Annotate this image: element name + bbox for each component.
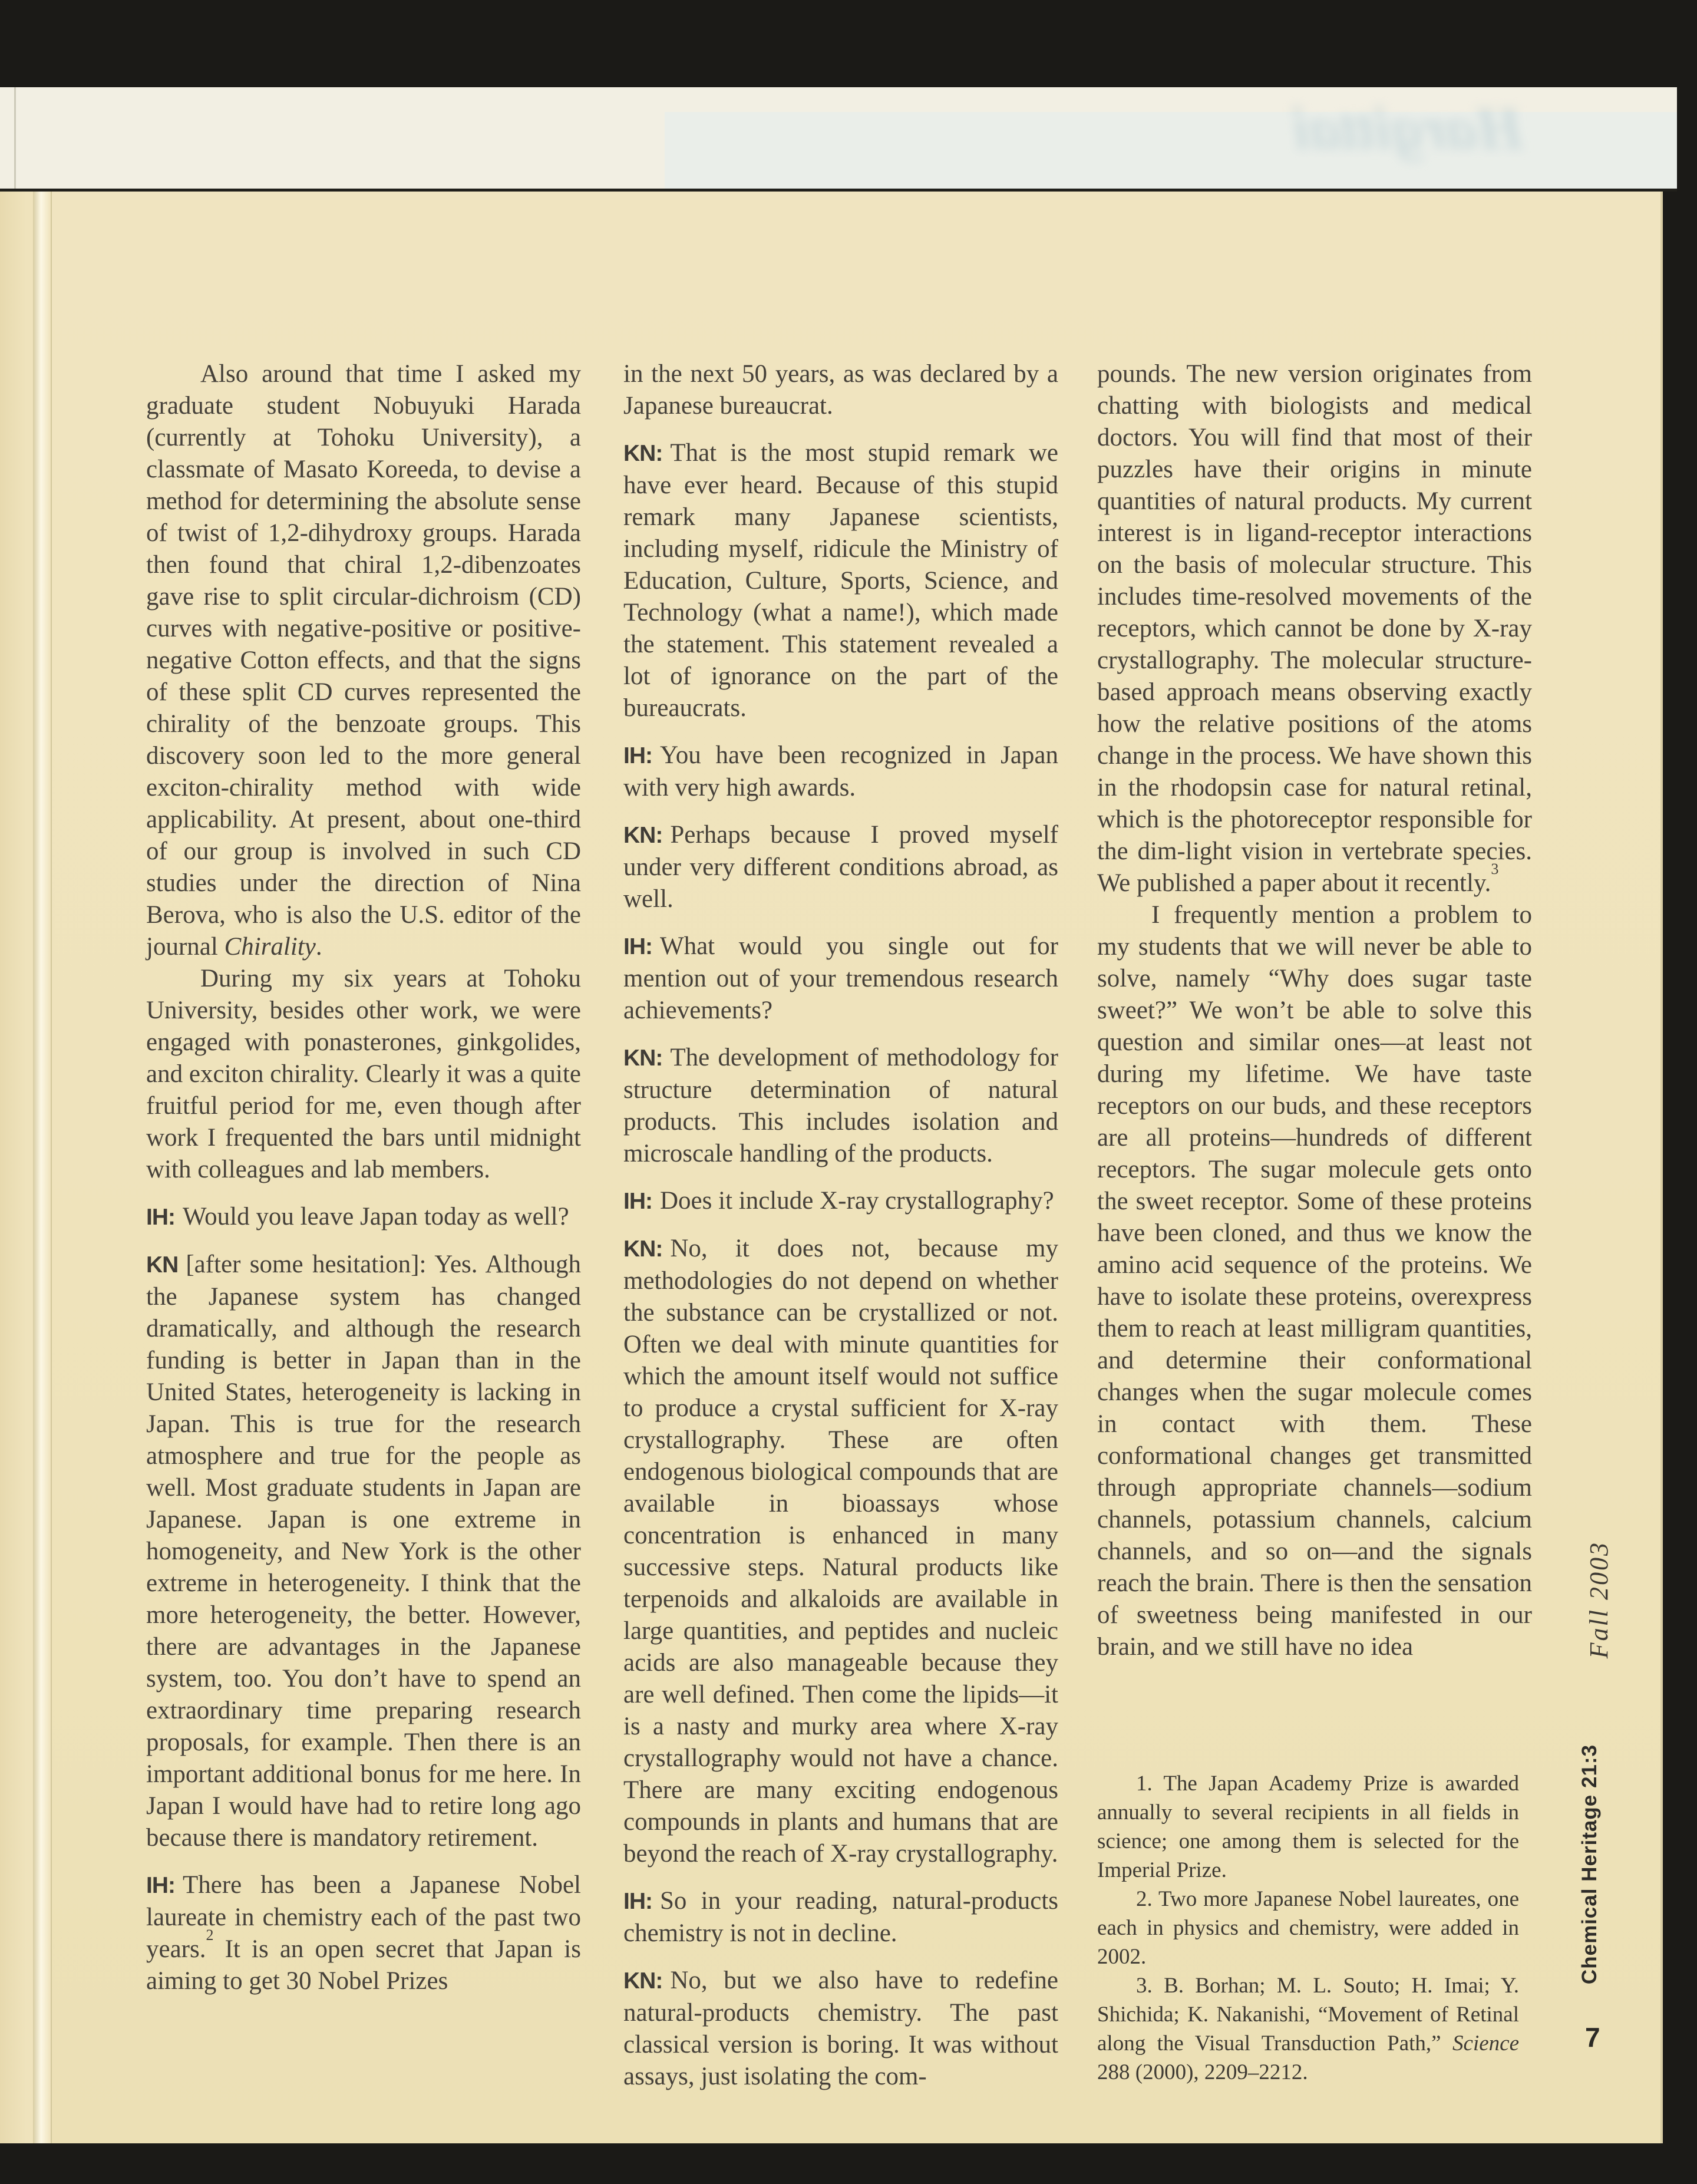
speaker-label: IH: — [146, 1205, 175, 1230]
qa-block — [146, 1869, 581, 1997]
body-text: No, but we also have to redefine natural-products chemistry. The past classical version is boring. It was without assays, just isolating the com- — [623, 1967, 1058, 2090]
speaker-label: KN: — [623, 441, 663, 466]
body-text: There has been a Japanese Nobel laureate in chemistry each of the past two years. — [146, 1871, 581, 1963]
speaker-label: IH: — [623, 1189, 652, 1214]
paragraph — [146, 963, 581, 1186]
speaker-label: IH: — [146, 1873, 175, 1898]
qa-block — [623, 1233, 1058, 1870]
body-text: It is an open secret that Japan is aiming to get 30 Nobel Prizes — [146, 1935, 581, 1995]
paragraph — [1097, 899, 1532, 1663]
speaker-label: KN: — [623, 1236, 663, 1262]
journal-title-vertical: Chemical Heritage 21:3 — [1578, 1744, 1601, 1985]
binding-crease-line — [14, 87, 16, 189]
body-text: I frequently mention a problem to my students that we will never be able to solve, namely “Why does sugar taste sweet?” We won’t be able to solve this question and similar ones—at least not during my lifetime. We have taste receptors on our buds, and these receptors are all proteins—hundreds of different receptors. The sugar molecule gets onto the sweet receptor. Some of these proteins have been cloned, and thus we know the amino acid sequence of the proteins. We have to isolate these proteins, overexpress them to reach at least milligram quantities, and determine their conformational changes when the sugar molecule comes in contact with them. These conformational changes get transmitted through appropriate channels—sodium channels, potassium channels, calcium channels, and so on—and the signals reach the brain. There is then the sensation of sweetness being manifested in our brain, and we still have no idea — [1097, 901, 1532, 1661]
left-page-sliver — [0, 192, 33, 2143]
top-page-band — [0, 87, 1677, 192]
paragraph — [1097, 1971, 1519, 2087]
paragraph — [623, 358, 1058, 422]
body-text: That is the most stupid remark we have ever heard. Because of this stupid remark many Japanese scientists, including myself, ridicule the Ministry of Education, Culture, Sports, Science, and Technology (what a name!), which made the statement. This statement revealed a lot of ignorance on the part of the bureaucrats. — [623, 439, 1058, 722]
footnote-reference: 2 — [206, 1926, 214, 1944]
qa-block — [623, 1185, 1058, 1218]
gutter-seam-line — [51, 192, 52, 2143]
qa-block — [623, 1042, 1058, 1170]
qa-block — [623, 819, 1058, 915]
footnote-reference: 3 — [1491, 860, 1499, 877]
qa-block — [623, 437, 1058, 724]
text-column-2 — [623, 358, 1058, 2093]
body-text: The development of methodology for structure determination of natural products. This includes isolation and microscale handling of the products. — [623, 1044, 1058, 1167]
body-text: 2. Two more Japanese Nobel laureates, one each in physics and chemistry, were added in 2002. — [1097, 1887, 1519, 1969]
speaker-label: IH: — [623, 934, 652, 959]
qa-block — [146, 1249, 581, 1854]
body-text: So in your reading, natural-products chemistry is not in decline. — [623, 1887, 1058, 1947]
body-text: During my six years at Tohoku University, besides other work, we were engaged with ponasterones, ginkgolides, and exciton chirality. Clearly it was a quite fruitful period for me, even though after work I frequented the bars until midnight with colleagues and lab members. — [146, 965, 581, 1183]
paragraph — [1097, 358, 1532, 899]
issue-date-vertical: Fall 2003 — [1584, 1541, 1613, 1659]
speaker-label: KN: — [623, 1045, 663, 1071]
speaker-label: KN — [146, 1252, 179, 1278]
paragraph — [1097, 1885, 1519, 1971]
qa-block — [623, 1965, 1058, 2093]
speaker-label: IH: — [623, 743, 652, 768]
qa-block — [623, 740, 1058, 804]
speaker-label: KN: — [623, 823, 663, 848]
qa-block — [146, 1201, 581, 1233]
body-text: [after some hesitation]: Yes. Although the Japanese system has changed dramatically, and although the research funding is better in Japan than in the United States, heterogeneity is lacking in Japan. This is true for the research atmosphere and true for the people as well. Most graduate students in Japan are Japanese. Japan is one extreme in homogeneity, and New York is the other extreme in heterogeneity. I think that the more heterogeneity, the better. However, there are advantages in the Japanese system, too. You don’t have to spend an extraordinary time preparing research proposals, for example. Then there is an important additional bonus for me here. In Japan I would have had to retire long ago because there is mandatory retirement. — [146, 1251, 581, 1852]
body-text: Also around that time I asked my graduate student Nobuyuki Harada (currently at Tohoku University), a classmate of Masato Koreeda, to devise a method for determining the absolute sense of twist of 1,2-dihydroxy groups. Harada then found that chiral 1,2-dibenzoates gave rise to split circular-dichroism (CD) curves with negative-positive or positive-negative Cotton effects, and that the signs of these split CD curves represented the chirality of the benzoate groups. This discovery soon led to the more general exciton-chirality method with wide applicability. At present, about one-third of our group is involved in such CD studies under the direction of Nina Berova, who is also the U.S. editor of the journal — [146, 360, 581, 961]
body-text: in the next 50 years, as was declared by a Japanese bureaucrat. — [623, 360, 1058, 420]
body-text: Does it include X-ray crystallography? — [660, 1187, 1054, 1215]
body-text: No, it does not, because my methodologies do not depend on whether the substance can be crystallized or not. Often we deal with minute quantities for which the amount itself would not suffice to produce a crystal sufficient for X-ray crystallography. These are often endogenous biological compounds that are available in bioassays whose concentration is enhanced in many successive steps. Natural products like terpenoids and alkaloids are available in large quantities, and peptides and nucleic acids are also manageable because they are well defined. Then come the lipids—it is a nasty and murky area where X-ray crystallography would not have a chance. There are many exciting endogenous compounds in plants and humans that are beyond the reach of X-ray crystallography. — [623, 1235, 1058, 1868]
body-text: Perhaps because I proved myself under very different conditions abroad, as well. — [623, 821, 1058, 913]
text-column-3 — [1097, 358, 1532, 1663]
body-text: 3. B. Borhan; M. L. Souto; H. Imai; Y. Shichida; K. Nakanishi, “Movement of Retinal along the Visual Transduction Path,” — [1097, 1974, 1519, 2056]
paragraph — [146, 358, 581, 963]
body-text: . — [315, 933, 322, 961]
qa-block — [623, 1885, 1058, 1949]
body-text: 288 (2000), 2209–2212. — [1097, 2060, 1308, 2084]
body-text: What would you single out for mention out of your tremendous research achievements? — [623, 932, 1058, 1024]
italic-text: Chirality — [224, 933, 316, 961]
footnotes — [1097, 1769, 1519, 2087]
text-column-1 — [146, 358, 581, 1997]
ghost-showthrough-text: Hargittai — [1292, 94, 1524, 162]
gutter-highlight — [33, 192, 51, 2143]
qa-block — [623, 931, 1058, 1027]
page-number: 7 — [1585, 2022, 1600, 2053]
speaker-label: IH: — [623, 1889, 652, 1914]
body-text: Would you leave Japan today as well? — [183, 1203, 569, 1230]
body-text: You have been recognized in Japan with very high awards. — [623, 741, 1058, 801]
italic-text: Science — [1452, 2031, 1519, 2056]
paragraph — [1097, 1769, 1519, 1885]
body-text: pounds. The new version originates from chatting with biologists and medical doctors. You will find that most of their puzzles have their origins in minute quantities of natural products. My current interest is in ligand-receptor interactions on the basis of molecular structure. This includes time-resolved movements of the receptors, which cannot be done by X-ray crystallography. The molecular structure-based approach means observing exactly how the relative positions of the atoms change in the process. We have shown this in the rhodopsin case for natural retinal, which is the photoreceptor responsible for the dim-light vision in vertebrate species. We published a paper about it recently. — [1097, 360, 1532, 897]
body-text: 1. The Japan Academy Prize is awarded annually to several recipients in all fields in science; one among them is selected for the Imperial Prize. — [1097, 1771, 1519, 1882]
speaker-label: KN: — [623, 1968, 663, 1994]
